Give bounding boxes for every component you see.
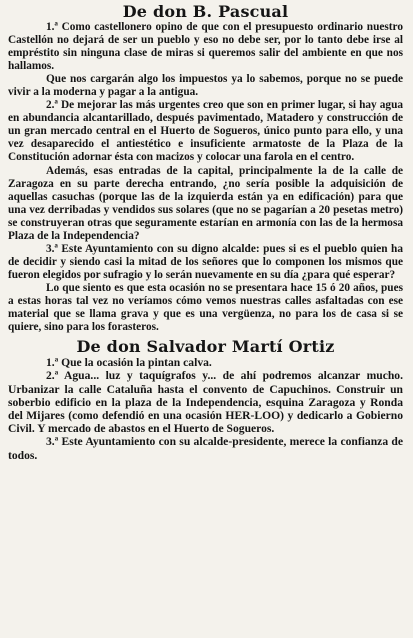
section-title: De don B. Pascual xyxy=(122,2,289,21)
section-pascual xyxy=(8,3,403,334)
paragraph: Lo que siento es que esta ocasión no se presentara hace 15 ó 20 años, pues a estas horas tal vez no veríamos cómo vemos nuestras calles asfaltadas con ese material que se llama grava y que es una vergüenza, no para los de casa si se quiere, sino para los forasteros. xyxy=(8,281,403,334)
paragraph: Además, esas entradas de la capital, principalmente la de la calle de Zaragoza en su parte derecha entrando, ¿no sería posible la adquisición de aquellas casuchas (porque las de la izquierda están ya en edificación) para que una vez derribadas y vendidos sus solares (que no se pagarían a 20 pesetas metro) se construyeran otras que seguramente estarían en armonía con las de la hermosa Plaza de la Independencia? xyxy=(8,164,403,242)
section-title: De don Salvador Martí Ortiz xyxy=(76,337,335,357)
paragraph: 2.ª Agua... luz y taquígrafos y... de ahí podremos alcanzar mucho. Urbanizar la calle Cataluña hasta el convento de Capuchinos. Construir un soberbio edificio en la plaza de la Independencia, esquina Zaragoza y Ronda del Mijares (como defendió en una ocasión HER-LOO) y dedicarlo a Gobierno Civil. Y mercado de abastos en el Huerto de Sogueros. xyxy=(8,369,403,436)
paragraph: 3.ª Este Ayuntamiento con su digno alcalde: pues si es el pueblo quien ha de decidir y siendo casi la mitad de los señores que lo componen los mismos que fueron elegidos por sufragio y lo serán nuevamente en su día ¿para qué esperar? xyxy=(8,242,403,281)
paragraph: 3.ª Este Ayuntamiento con su alcalde-presidente, merece la confianza de todos. xyxy=(8,435,403,462)
paragraph: 1.ª Que la ocasión la pintan calva. xyxy=(46,356,212,370)
paragraph: 2.ª De mejorar las más urgentes creo que son en primer lugar, si hay agua en abundancia alcantarillado, después pavimentado, Matadero y construcción de un gran mercado central en el Huerto de Sogueros, único punto para ello, y una vez desaparecido el antiestético e insuficiente armatoste de la Plaza de la Constitución adornar ésta con macizos y colocar una farola en el centro. xyxy=(8,99,403,164)
paragraph: 1.ª Como castellonero opino de que con el presupuesto ordinario nuestro Castellón no dejará de ser un pueblo y eso no debe ser, por lo tanto debe irse al empréstito sin ninguna clase de miras si queremos salir del ambiente en que nos hallamos. xyxy=(8,21,403,73)
section-marti-ortiz xyxy=(8,338,403,462)
paragraph: Que nos cargarán algo los impuestos ya lo sabemos, porque no se puede vivir a la moderna y pagar a la antigua. xyxy=(8,73,403,99)
